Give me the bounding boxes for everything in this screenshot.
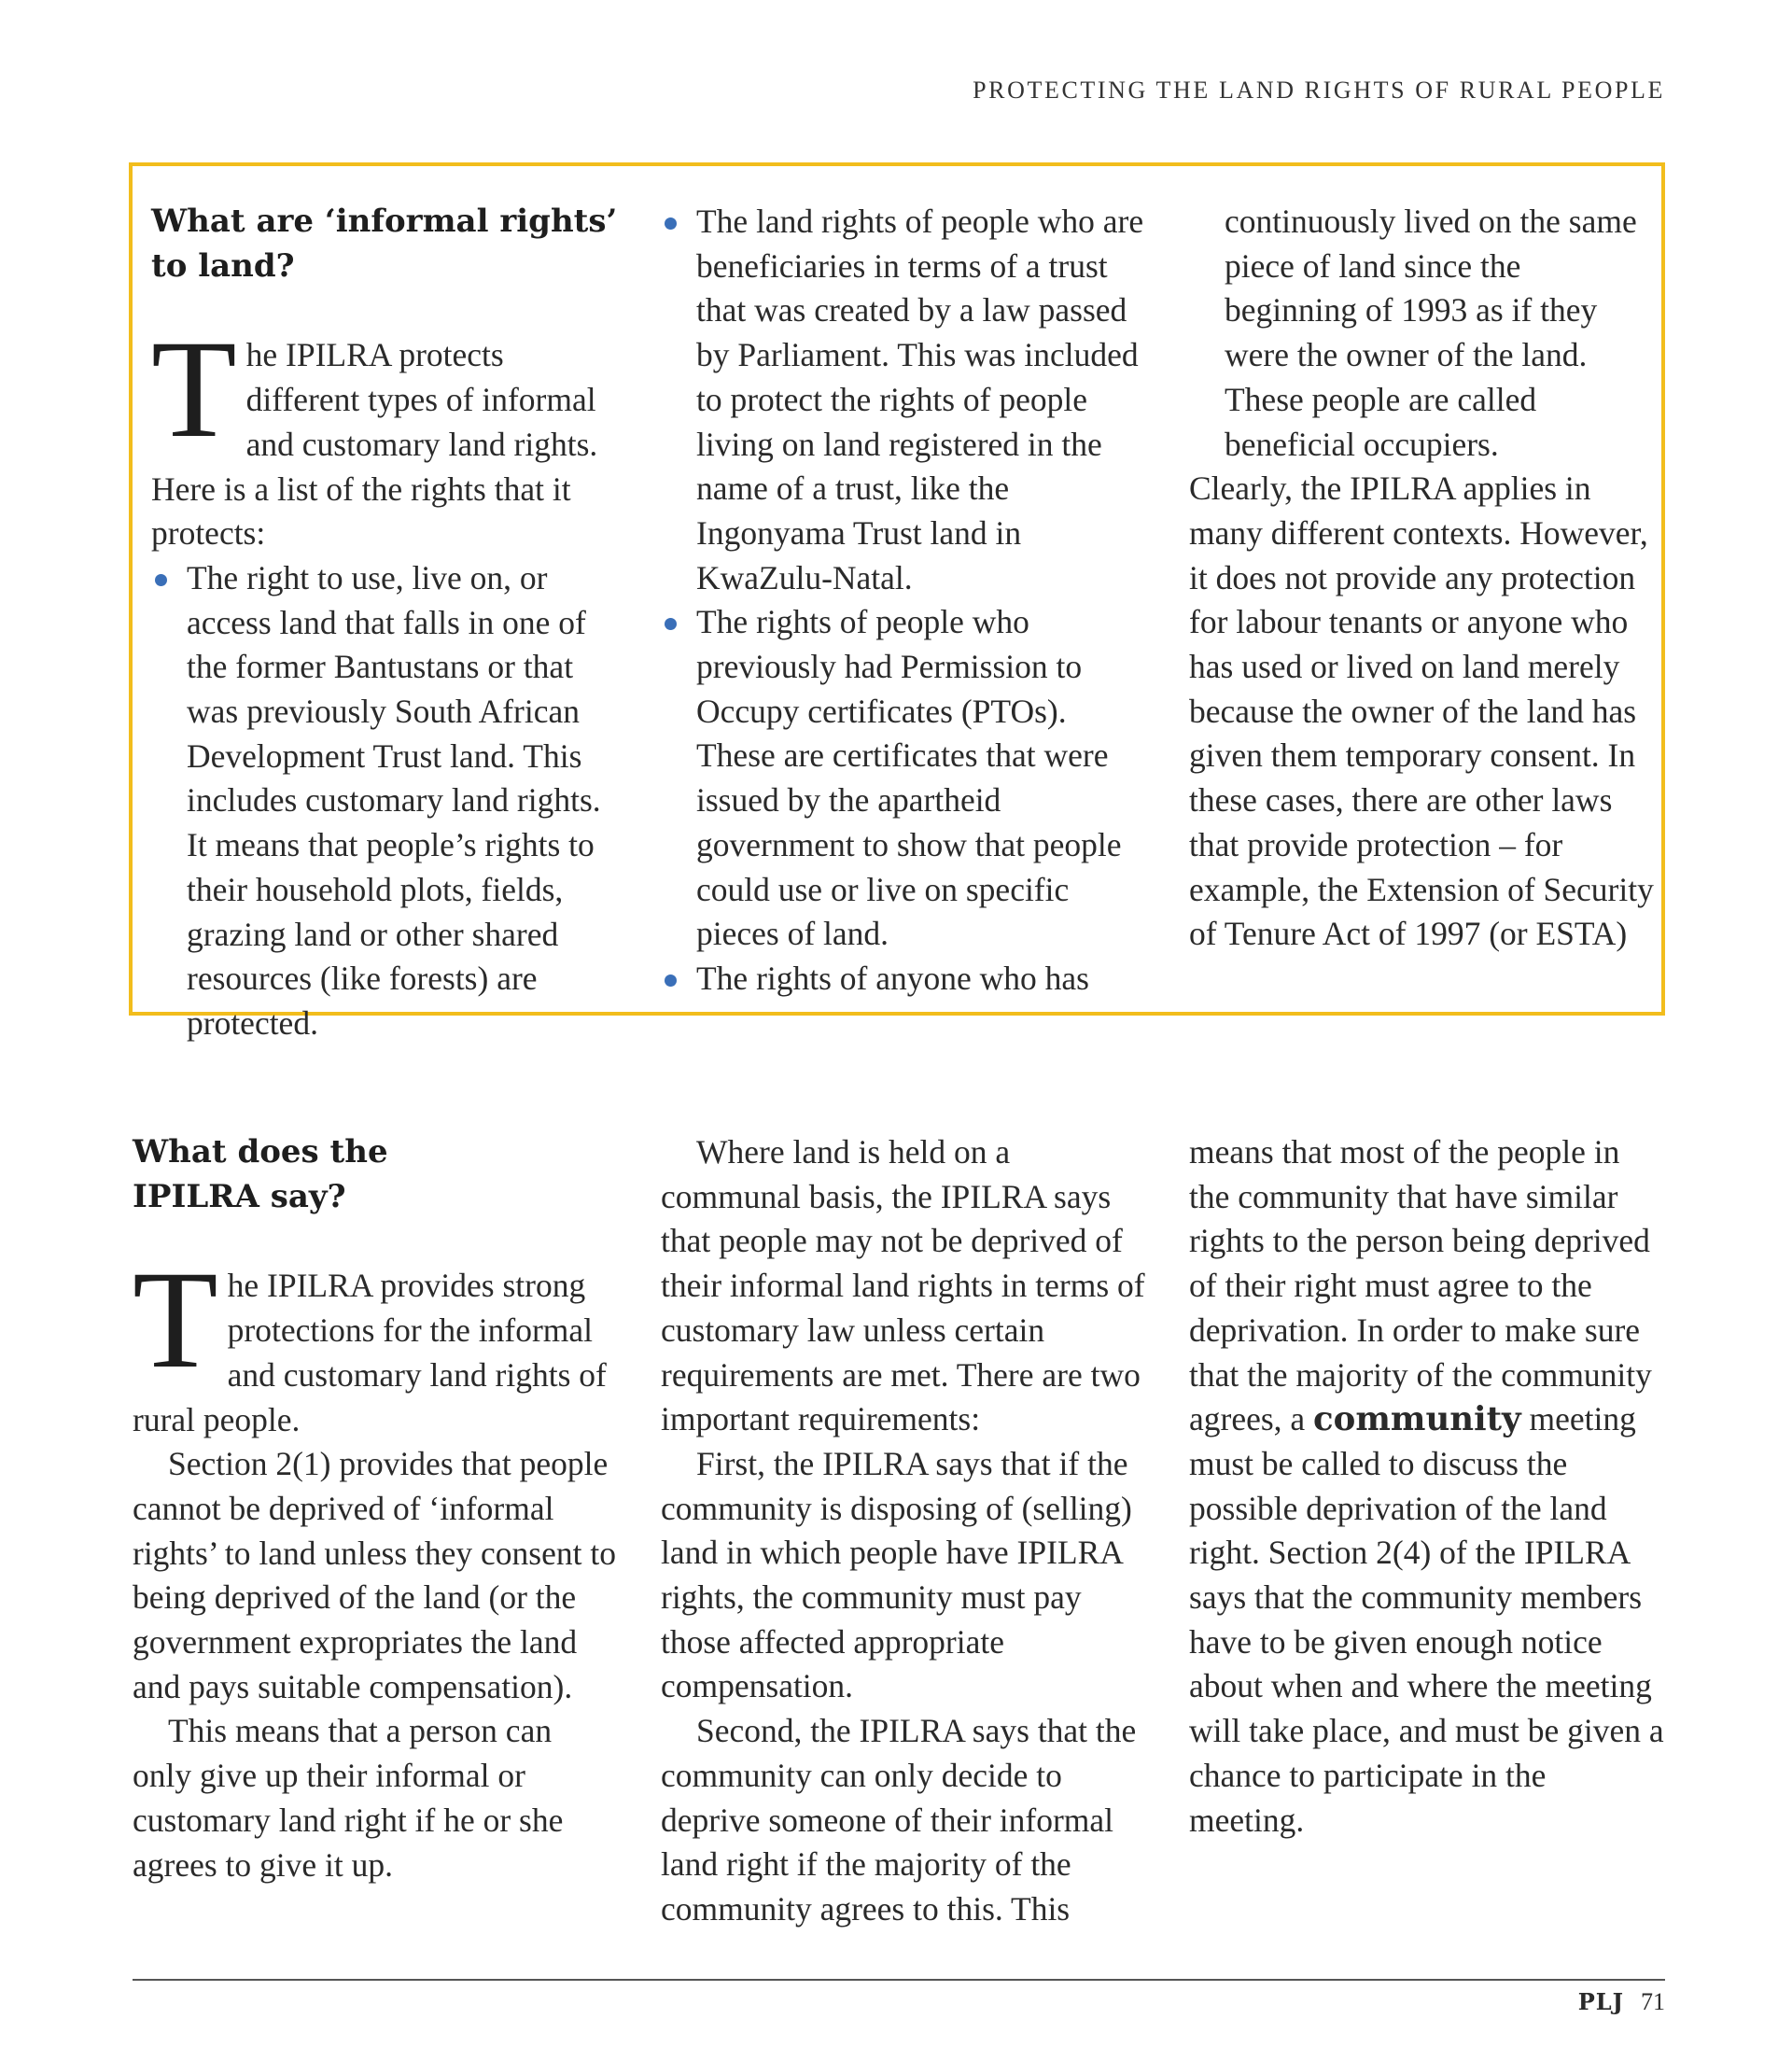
- section-paragraph: Section 2(1) provides that people cannot be deprived of ‘informal rights’ to land unless they consent to being deprived of the land (or the government expropriates the land and pays suitable compensation).: [133, 1445, 616, 1705]
- box-bullet-list-1: [151, 556, 618, 1046]
- footer-rule: [133, 1979, 1665, 1981]
- section-paragraph: Second, the IPILRA says that the community can only decide to deprive someone of their informal land right if the majority of the community agrees to this. This: [661, 1712, 1137, 1928]
- section-column-3: [1189, 1130, 1665, 1843]
- section-heading: [133, 1130, 618, 1219]
- box-column-1: [151, 200, 618, 1046]
- box-column-2: [661, 200, 1146, 1002]
- section-heading-line-1: What does the: [133, 1133, 388, 1171]
- section-paragraph: Where land is held on a communal basis, the IPILRA says that people may not be deprived of their informal land rights in terms of customary law unless certain requirements are met. There are two important requirements:: [661, 1133, 1145, 1438]
- page-number: 71: [1641, 1988, 1665, 2015]
- box-intro-text: he IPILRA protects different types of informal and customary land rights. Here is a list of the rights that it protects:: [151, 336, 598, 553]
- section-paragraph: First, the IPILRA says that if the community is disposing of (selling) land in which people have IPILRA rights, the community must pay those affected appropriate compensation.: [661, 1444, 1132, 1705]
- box-bullet-list-2: [661, 200, 1146, 1002]
- section-column-1: [133, 1130, 618, 1887]
- list-item: The right to use, live on, or access land that falls in one of the former Bantustans or that was previously South African Development Trust land. This includes customary land rights. It means that people’s rights to their household plots, fields, grazing land or other shared resources (like forests) are protected.: [151, 556, 618, 1046]
- section-intro-paragraph: [133, 1242, 618, 1442]
- running-head: PROTECTING THE LAND RIGHTS OF RURAL PEOPLE: [973, 77, 1665, 104]
- drop-cap: T: [151, 312, 237, 468]
- page-footer: [1578, 1988, 1665, 2016]
- list-item: The rights of anyone who has: [661, 957, 1146, 1002]
- section-paragraph: This means that a person can only give up their informal or customary land right if he or she agrees to give it up.: [133, 1712, 564, 1884]
- section-heading-line-2: IPILRA say?: [133, 1177, 346, 1215]
- section-paragraph: [1189, 1130, 1665, 1843]
- bold-term: community: [1313, 1400, 1521, 1439]
- publication-abbrev: PLJ: [1577, 1988, 1624, 2015]
- box-heading-line-2: to land?: [151, 246, 295, 285]
- section-column-2: [661, 1130, 1146, 1932]
- drop-cap: T: [133, 1242, 218, 1398]
- box-closing-paragraph: Clearly, the IPILRA applies in many different contexts. However, it does not provide any protection for labour tenants or anyone who has used or lived on land merely because the owner of the land has given them temporary consent. In these cases, there are other laws that provide protection – for example, the Extension of Security of Tenure Act of 1997 (or ESTA): [1189, 470, 1654, 953]
- box-column-3: [1189, 200, 1656, 957]
- box-intro-paragraph: [151, 312, 618, 556]
- box-heading: [151, 200, 618, 288]
- section-text: means that most of the people in the community that have similar rights to the person being deprived of their right must agree to the deprivation. In order to make sure that the majority of the community agrees, a: [1189, 1133, 1652, 1438]
- section-text: meeting must be called to discuss the possible deprivation of the land right. Section 2(4) of the IPILRA says that the community members have to be given enough notice about when and where the meeting will take place, and must be given a chance to participate in the meeting.: [1189, 1400, 1664, 1839]
- list-item: The rights of people who previously had Permission to Occupy certificates (PTOs). These are certificates that were issued by the apartheid government to show that people could use or live on specific pieces of land.: [661, 600, 1146, 957]
- section-intro-text: he IPILRA provides strong protections for the informal and customary land rights of rural people.: [133, 1267, 607, 1438]
- box-heading-line-1: What are ‘informal rights’: [151, 203, 618, 240]
- box-bullet-continued: continuously lived on the same piece of land since the beginning of 1993 as if they were the owner of the land. These people are called beneficial occupiers.: [1225, 203, 1637, 463]
- list-item: The land rights of people who are beneficiaries in terms of a trust that was created by a law passed by Parliament. This was included to protect the rights of people living on land registered in the name of a trust, like the Ingonyama Trust land in KwaZulu-Natal.: [661, 200, 1146, 600]
